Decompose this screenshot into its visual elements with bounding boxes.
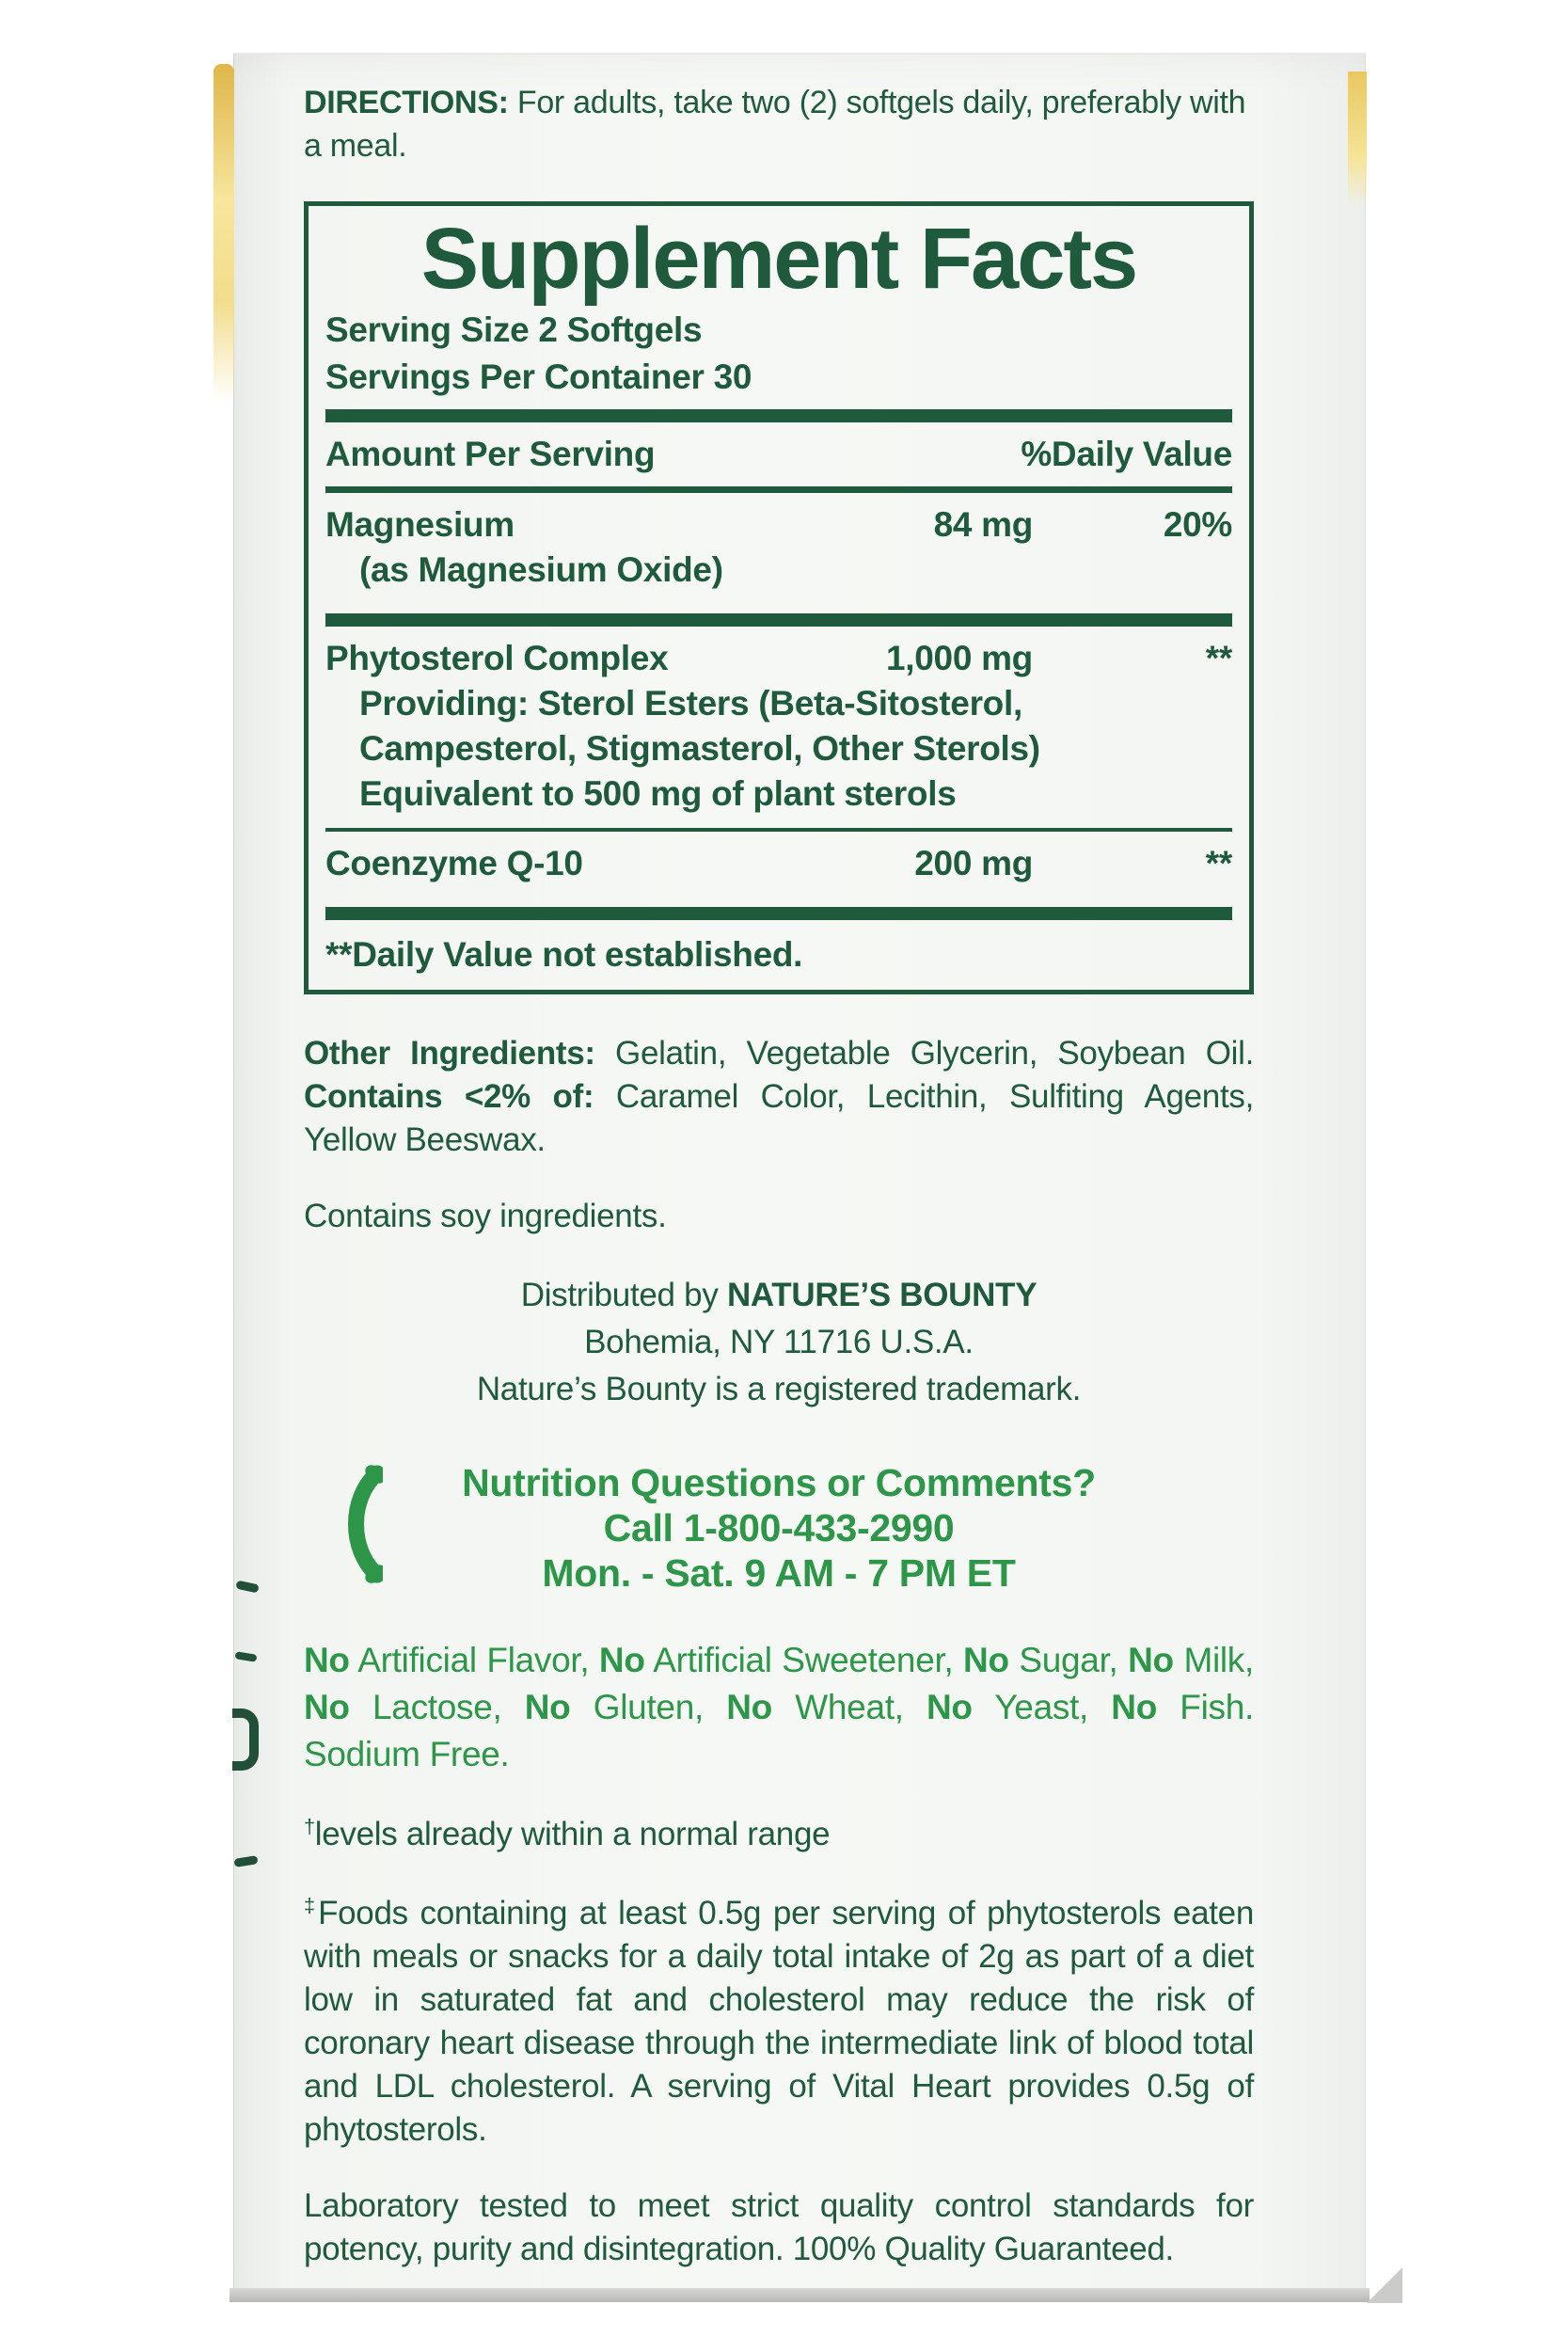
text-segment: No (304, 1641, 350, 1679)
text-segment: Gluten, (570, 1688, 727, 1726)
nutrient-amount: 1,000 mg (886, 639, 1033, 677)
table-row (325, 493, 1232, 604)
directions-text (304, 81, 1254, 167)
contact-phone-number: Call 1-800-433-2990 (603, 1506, 955, 1549)
table-divider (325, 486, 1232, 493)
table-row (325, 832, 1232, 898)
text-segment: Gelatin, Vegetable Glycerin, Soybean Oil. (615, 1035, 1254, 1072)
dagger-marker: † (304, 1814, 315, 1838)
servings-per-container: Servings Per Container 30 (325, 358, 752, 396)
edge-print-fragment (232, 1708, 259, 1771)
edge-print-fragment (235, 1651, 258, 1661)
nutrient-detail: Equivalent to 500 mg of plant sterols (359, 774, 957, 813)
label-content (304, 55, 1254, 2304)
table-divider (325, 409, 1232, 422)
allergen-statement: Contains soy ingredients. (304, 1198, 667, 1234)
nutrient-name: Coenzyme Q-10 (325, 844, 583, 882)
text-segment: Sugar, (1008, 1641, 1129, 1679)
column-amount-per-serving: Amount Per Serving (325, 435, 656, 473)
nutrient-amount: 200 mg (914, 844, 1033, 882)
quality-statement: Laboratory tested to meet strict quality control standards for potency, purity and disintegration. 100% Quality Guaranteed. (304, 2187, 1254, 2267)
text-segment: No (963, 1641, 1009, 1679)
contact-hours: Mon. - Sat. 9 AM - 7 PM ET (542, 1551, 1016, 1595)
table-row-main (325, 636, 1232, 681)
table-header (325, 422, 1232, 486)
edge-print-fragment (233, 1855, 258, 1867)
edge-print-fragment (235, 1581, 259, 1594)
trademark-statement: Nature’s Bounty is a registered trademark. (476, 1371, 1082, 1407)
supplement-box-back-panel (233, 53, 1366, 2288)
other-ingredients-text (304, 1032, 1254, 1162)
gold-box-edge-left (214, 64, 234, 403)
text-segment: No (1128, 1641, 1174, 1679)
text-segment: No (726, 1688, 772, 1726)
text-segment: NATURE’S BOUNTY (726, 1277, 1037, 1313)
text-segment: Lactose, (349, 1688, 525, 1726)
nutrient-daily-value: 20% (1163, 505, 1232, 544)
text-segment: Caramel Color, Lecithin, Sulfiting Agents, Yellow Beeswax. (304, 1078, 1255, 1158)
table-divider (325, 613, 1232, 627)
double-dagger-text: Foods containing at least 0.5g per serving of phytosterols eaten with meals or snacks for a daily total intake of 2g as part of a diet low in saturated fat and cholesterol may reduce the risk of coronary heart disease through the intermediate link of blood total and LDL cholesterol. A serving of Vital Heart provides 0.5g of phytosterols. (304, 1895, 1255, 2148)
dagger-text: levels already within a normal range (314, 1816, 831, 1852)
text-segment: Other Ingredients: (304, 1035, 616, 1072)
text-segment: No (926, 1688, 973, 1726)
distributor-address: Bohemia, NY 11716 U.S.A. (584, 1324, 974, 1360)
supplement-facts-panel (304, 201, 1254, 994)
double-dagger-footnote (304, 1892, 1254, 2152)
contact-block (304, 1460, 1254, 1596)
text-segment: Milk, (1173, 1641, 1254, 1679)
double-dagger-marker: ‡ (304, 1893, 319, 1917)
table-row-main (325, 502, 1232, 548)
nutrient-daily-value: ** (1205, 844, 1232, 882)
text-segment: Contains <2% of: (304, 1078, 616, 1115)
distributor-line (304, 1272, 1254, 1319)
supplement-rows (325, 493, 1232, 920)
daily-value-footnote: **Daily Value not established. (325, 935, 803, 974)
text-segment: Artificial Sweetener, (644, 1641, 964, 1679)
dagger-footnote (304, 1813, 1254, 1856)
gold-box-edge-right (1348, 72, 1367, 205)
phone-handset-icon (340, 1462, 383, 1586)
text-segment: No (524, 1688, 571, 1726)
text-segment: DIRECTIONS: (304, 85, 517, 120)
nutrient-name: Magnesium (325, 505, 515, 544)
nutrient-amount: 84 mg (933, 505, 1033, 544)
text-segment: No (598, 1641, 645, 1679)
nutrient-daily-value: ** (1205, 639, 1232, 677)
serving-size: Serving Size 2 Softgels (325, 310, 703, 349)
table-row (325, 627, 1232, 828)
no-claims-text (304, 1637, 1254, 1778)
text-segment: Artificial Flavor, (349, 1641, 599, 1679)
text-segment: No (1111, 1688, 1158, 1726)
nutrient-detail: Providing: Sterol Esters (Beta-Sitosterol, (359, 684, 1022, 723)
nutrient-detail: Campesterol, Stigmasterol, Other Sterols) (359, 729, 1040, 768)
distributor-block (304, 1272, 1254, 1413)
nutrient-name: Phytosterol Complex (325, 639, 669, 677)
box-bottom-fold (1367, 2267, 1402, 2303)
table-divider (325, 907, 1232, 920)
text-segment: Fish. Sodium Free. (304, 1688, 1254, 1773)
column-daily-value: %Daily Value (1021, 435, 1232, 473)
text-segment: Yeast, (972, 1688, 1112, 1726)
table-row-main (325, 841, 1232, 886)
contact-heading: Nutrition Questions or Comments? (462, 1461, 1096, 1504)
text-segment: Wheat, (771, 1688, 927, 1726)
text-segment: Distributed by (520, 1277, 727, 1313)
supplement-facts-title: Supplement Facts (420, 211, 1137, 307)
nutrient-detail: (as Magnesium Oxide) (359, 550, 723, 589)
text-segment: For adults, take two (2) softgels daily, preferably with a meal. (304, 85, 1246, 164)
text-segment: No (304, 1688, 350, 1726)
